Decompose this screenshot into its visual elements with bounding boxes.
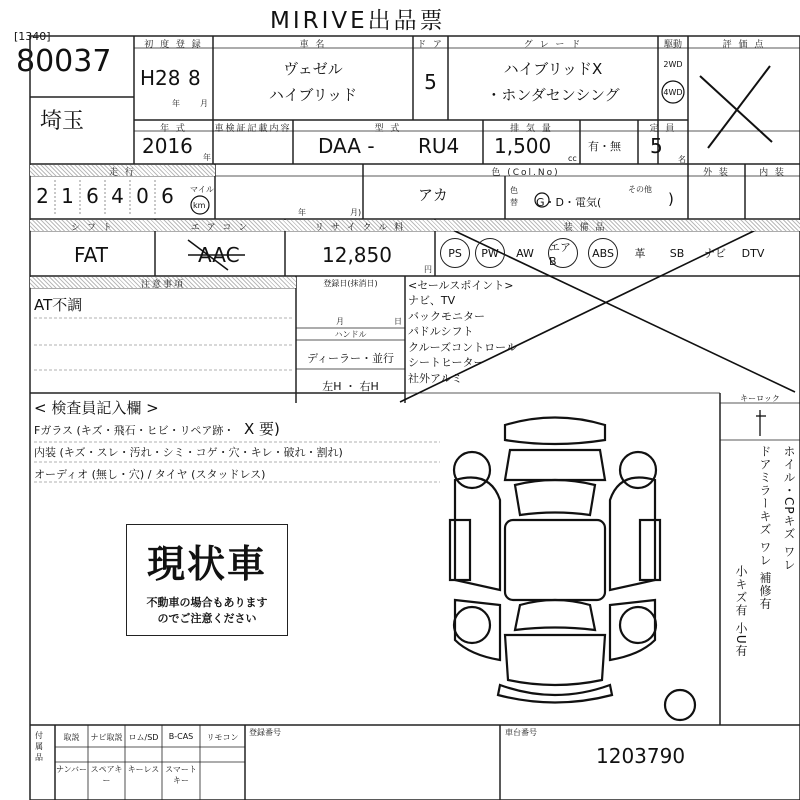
paint-close: ) xyxy=(668,190,674,208)
hdr-notes: 注意事項 xyxy=(140,280,185,290)
sales-point: シートヒーター xyxy=(408,356,485,369)
side-note-wheel: ホイル・CPキズ ワレ xyxy=(782,445,796,572)
mileage-unit-km: km xyxy=(193,201,206,210)
sales-point: 社外アルミ xyxy=(408,371,463,385)
model-prefix: DAA - xyxy=(318,134,375,158)
sales-point: パドルシフト xyxy=(408,325,474,338)
keylock-header: キーロック xyxy=(740,394,780,403)
vin-month-unit: 月) xyxy=(350,208,362,217)
mileage-digits xyxy=(30,184,180,208)
hdr-color: 色 (Col.No) xyxy=(491,168,560,178)
hdr-grade: グ レ ー ド xyxy=(523,40,583,50)
hdr-doors: ド ア xyxy=(417,40,444,50)
acc-manual: 取説 xyxy=(63,733,80,742)
sheet-title: MIRIVE出品票 xyxy=(270,8,446,34)
hdr-ac: エ ア コ ン xyxy=(190,223,250,233)
reg-year-unit: 年 xyxy=(172,99,180,108)
equip-abs: ABS xyxy=(588,238,618,268)
hdr-model: 型 式 xyxy=(374,124,402,134)
mileage-digit: 6 xyxy=(86,184,99,208)
shift-value: FAT xyxy=(74,243,109,267)
sales-point: バックモニター xyxy=(408,309,485,323)
accessories-label: 付属品 xyxy=(35,731,43,762)
reg-era: H28 xyxy=(140,66,181,90)
grade-line2: ・ホンダセンシング xyxy=(486,86,620,104)
mileage-digit: 1 xyxy=(61,184,74,208)
equip-pw: PW xyxy=(475,238,505,268)
hdr-seats: 定 員 xyxy=(649,124,677,134)
mileage-digit: 6 xyxy=(161,184,174,208)
acc-number-plate: ナンバー xyxy=(55,765,88,774)
hdr-shift: シ フ ト xyxy=(71,223,114,233)
reg-date-day: 日 xyxy=(394,317,402,326)
hdr-displacement: 排 気 量 xyxy=(510,124,553,134)
inspector-line-interior: 内装 (キズ・スレ・汚れ・シミ・コゲ・穴・キレ・破れ・割れ) xyxy=(34,446,343,459)
stamp-line2: のでご注意ください xyxy=(157,612,257,625)
ac-value: AAC xyxy=(198,243,240,267)
inspector-line-audio: オーディオ (無し・穴) / タイヤ (スタッドレス) xyxy=(34,468,266,481)
grade-line1: ハイブリッドX xyxy=(503,60,603,78)
stamp-line1: 不動車の場合もあります xyxy=(146,596,268,609)
hdr-vin-note: 車検証記載内容 xyxy=(214,124,292,134)
recycle-unit: 円 xyxy=(424,265,432,274)
hdr-exterior: 外 装 xyxy=(703,168,730,178)
side-note-small: 小キズ有 小U有 xyxy=(734,565,748,658)
equip-dtv: DTV xyxy=(741,246,765,260)
paint-other: その他 xyxy=(628,185,652,194)
dealer-type: ディーラー・並行 xyxy=(306,352,395,365)
model-code: RU4 xyxy=(418,134,460,158)
mileage-unit-mile: マイル xyxy=(190,185,214,194)
sales-points-list xyxy=(408,293,517,386)
model-year-unit: 年 xyxy=(203,153,211,162)
handle-side: 左H ・ 右H xyxy=(322,380,379,393)
acc-smart-key: スマートキー xyxy=(165,765,197,785)
hdr-car-name: 車 名 xyxy=(299,40,327,50)
lot-number-box: [1340] xyxy=(14,30,51,43)
acc-bcas: B-CAS xyxy=(168,732,194,741)
hdr-drive: 駆動 xyxy=(663,40,682,50)
sales-point: ナビ、TV xyxy=(408,294,456,307)
chassis-label: 車台番号 xyxy=(505,728,537,737)
chassis-number: 1203790 xyxy=(596,744,686,768)
car-name-line1: ヴェゼル xyxy=(283,60,343,78)
mileage-digit: 2 xyxy=(36,184,49,208)
reg-month: 8 xyxy=(188,66,201,90)
acc-remote: リモコン xyxy=(206,733,239,742)
sales-point: クルーズコントロール xyxy=(408,340,517,354)
hdr-recycle: リ サ イ ク ル 料 xyxy=(314,223,406,233)
car-diagram xyxy=(450,418,695,721)
mileage-digit: 0 xyxy=(136,184,149,208)
hdr-first-reg: 初 度 登 録 xyxy=(144,40,203,50)
hdr-equipment: 装 備 品 xyxy=(563,223,607,233)
equip-sunroof: SB xyxy=(669,246,685,260)
acc-keyless: キーレス xyxy=(127,765,160,774)
mileage-digit: 4 xyxy=(111,184,124,208)
reg-month-unit: 月 xyxy=(200,99,208,108)
equip-leather: 革 xyxy=(634,247,646,260)
acc-spare-key: スペアキー xyxy=(90,765,123,785)
inspector-glass-mark: X 要) xyxy=(244,420,280,438)
doors-value: 5 xyxy=(424,70,437,94)
handle-header: ハンドル xyxy=(334,330,367,339)
car-name-line2: ハイブリッド xyxy=(268,86,358,104)
sales-points-header: <セールスポイント> xyxy=(408,279,514,292)
side-note-mirror: ドアミラーキズ ワレ 補修有 xyxy=(758,445,772,611)
acc-navi-manual: ナビ取説 xyxy=(90,733,123,742)
inspector-line-glass: Fガラス (キズ・飛石・ヒビ・リペア跡・ xyxy=(34,424,235,437)
equip-airbag: エアB xyxy=(548,238,578,268)
color-value: アカ xyxy=(418,186,448,204)
reg-date-month: 月 xyxy=(336,317,344,326)
equip-ps: PS xyxy=(440,238,470,268)
notes-text: AT不調 xyxy=(34,296,83,314)
reg-no-label: 登録番号 xyxy=(249,728,281,737)
hdr-rating: 評 価 点 xyxy=(722,40,766,50)
drive-2wd: 2WD xyxy=(663,60,683,69)
hdr-mileage: 走 行 xyxy=(109,168,136,178)
displacement: 1,500 xyxy=(494,134,552,158)
equip-navi: ナビ xyxy=(704,247,726,260)
paint-type: G・D・電気( xyxy=(536,196,602,209)
displacement-unit: cc xyxy=(568,154,577,163)
vin-year-unit: 年 xyxy=(298,208,306,217)
drive-4wd: 4WD xyxy=(663,88,683,97)
yes-no: 有・無 xyxy=(588,140,621,153)
stamp-title: 現状車 xyxy=(146,542,267,586)
recycle-value: 12,850 xyxy=(322,243,392,267)
lot-number: 80037 xyxy=(16,44,112,79)
color-change-label: 色替 xyxy=(510,186,518,207)
hdr-model-year: 年 式 xyxy=(160,124,187,134)
hdr-interior: 内 装 xyxy=(759,168,786,178)
reg-date-header: 登録日(抹消日) xyxy=(323,279,378,288)
inspector-header: < 検査員記入欄 > xyxy=(34,399,159,417)
as-is-stamp xyxy=(126,524,288,636)
model-year: 2016 xyxy=(142,134,193,158)
seats-unit: 名 xyxy=(678,155,686,164)
equip-aw: AW xyxy=(516,246,534,260)
acc-rom-sd: ロム/SD xyxy=(128,733,159,742)
region: 埼玉 xyxy=(40,109,85,134)
seats: 5 xyxy=(650,134,663,158)
